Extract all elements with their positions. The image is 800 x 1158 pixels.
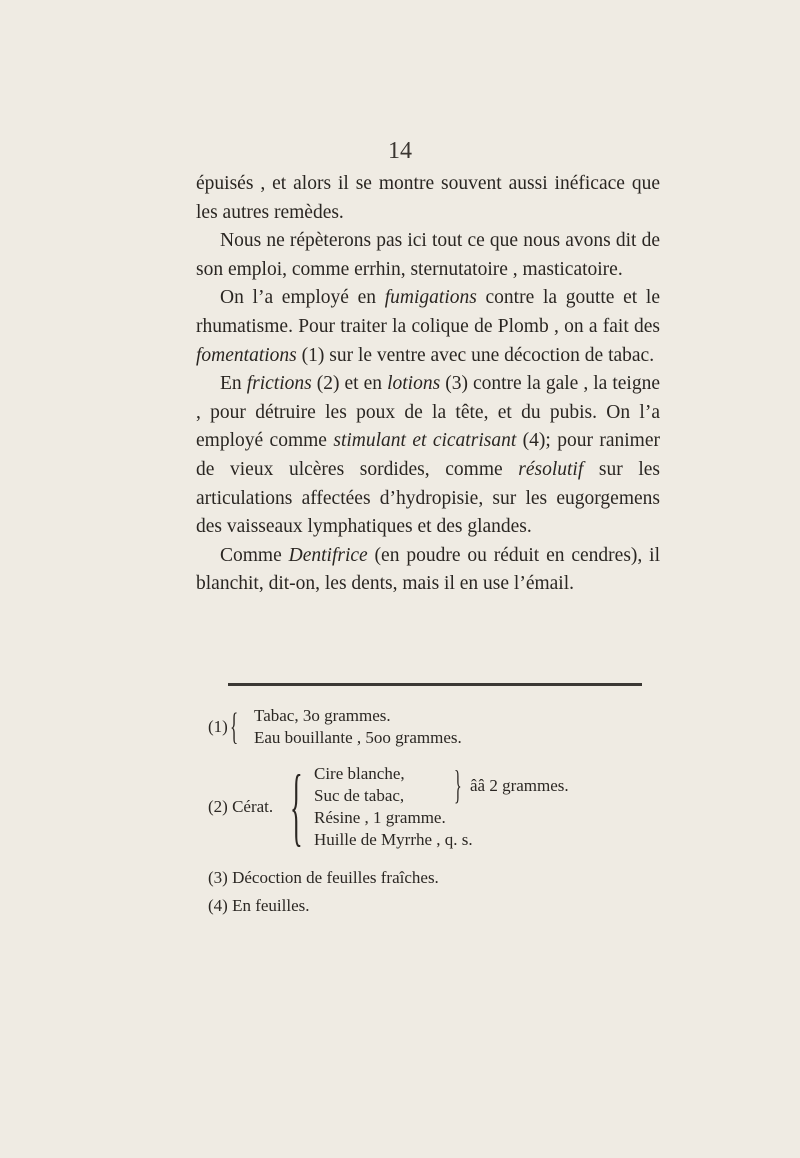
italic-term: stimulant et cicatrisant (333, 430, 517, 452)
footnote-1-line: Tabac, 3o grammes. (254, 706, 391, 725)
text-run: (en poudre ou réduit en cendres), il blanchit, dit-on, les dents, mais il en use l’émail. (196, 544, 660, 595)
italic-term: fumigations (384, 287, 477, 309)
text-run: En (220, 373, 247, 395)
footnote-1-lines (254, 705, 462, 749)
footnote-2-line: Huille de Myrrhe , q. s. (314, 830, 473, 849)
text-run: (2) et en (311, 373, 388, 395)
italic-term: résolutif (518, 458, 584, 480)
paragraph (196, 170, 660, 227)
paragraph (196, 370, 660, 542)
text-run: Comme (220, 544, 289, 566)
footnote-2-label: (2) Cérat. (208, 797, 274, 816)
footnote-2-line: Cire blanche, (314, 764, 405, 783)
page-number: 14 (388, 138, 412, 164)
text-run: épuisés , et alors il se montre souvent aussi inéficace que les autres remèdes. (196, 173, 660, 223)
text-run: sur les articulations affectées d’hydropisie, sur les eugorgemens des vaisseaux lymphatiques et des glandes. (196, 458, 660, 538)
footnote-2 (208, 758, 668, 855)
text-run: (1) sur le ventre avec une décoction de tabac. (296, 344, 655, 366)
brace-symbol: { (230, 706, 239, 748)
footnote-2-quantity: ââ 2 grammes. (470, 776, 569, 795)
text-run: contre la goutte et le rhumatisme. Pour traiter la colique de Plomb , on a fait des (196, 287, 660, 337)
footnote-divider (228, 683, 642, 686)
text-run: (4); pour ranimer de vieux ulcères sordides, comme (196, 430, 660, 480)
footnote-3: (3) Décoction de feuilles fraîches. (208, 868, 439, 887)
footnote-4: (4) En feuilles. (208, 896, 310, 915)
italic-term: lotions (387, 373, 441, 395)
italic-term: frictions (246, 373, 312, 395)
paragraph (196, 227, 660, 284)
brace-symbol: } (454, 762, 462, 807)
italic-term: Dentifrice (288, 544, 368, 566)
text-run: (3) contre la gale , la teigne , pour détruire les poux de la tête, et du pubis. On l’a employé comme (196, 373, 661, 452)
body-text (196, 170, 660, 599)
brace-symbol: { (290, 758, 303, 855)
footnote-1-line: Eau bouillante , 5oo grammes. (254, 728, 462, 747)
text-run: On l’a employé en (220, 287, 385, 309)
text-run: Nous ne répèterons pas ici tout ce que nous avons dit de son emploi, comme errhin, sternutatoire , masticatoire. (196, 230, 660, 280)
paragraph (196, 284, 660, 370)
footnote-2-lines (314, 763, 473, 851)
italic-term: fomentations (196, 344, 297, 366)
footnote-1-number: (1) (208, 717, 228, 736)
paragraph (196, 542, 660, 599)
footnote-2-line: Résine , 1 gramme. (314, 808, 446, 827)
footnote-1 (208, 705, 668, 751)
footnote-2-line: Suc de tabac, (314, 786, 405, 805)
